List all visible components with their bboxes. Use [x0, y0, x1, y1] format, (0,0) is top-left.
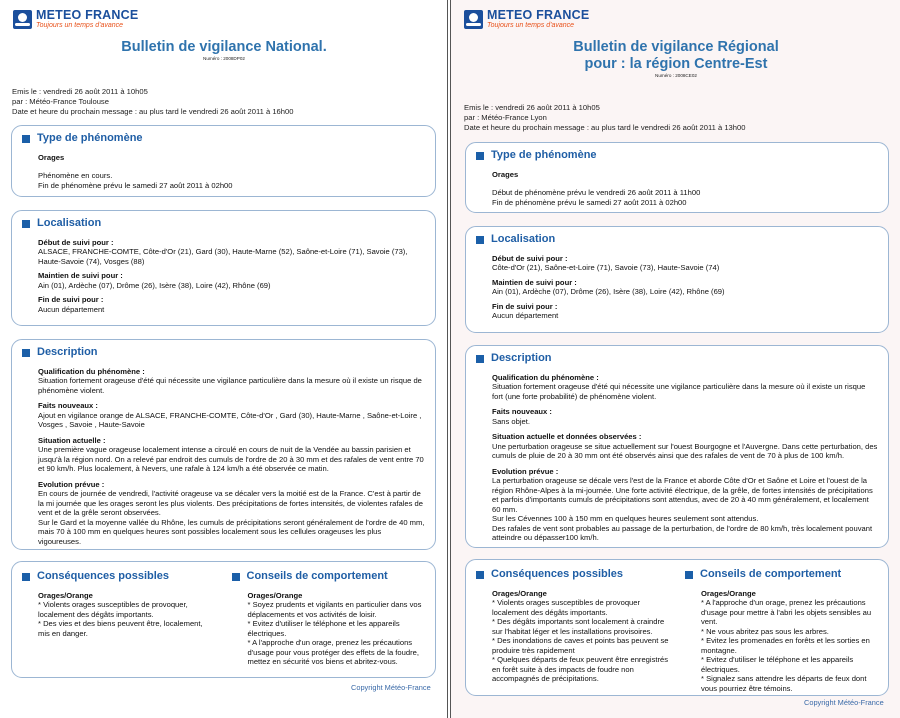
regional-bulletin-page [450, 0, 900, 718]
current-situation-label: Situation actuelle : [38, 435, 106, 445]
issue-info [12, 87, 293, 117]
section-title: Description [37, 346, 98, 358]
phenomenon-type-section [11, 125, 436, 197]
next-message-date: Date et heure du prochain message : au plus tard le vendredi 26 août 2011 à 13h00 [464, 122, 746, 132]
section-bullet-icon [22, 135, 30, 143]
qualification-text: Situation fortement orageuse d'été qui nécessite une vigilance particulière dans la mesure où il existe un risque de phénomène violent. [38, 376, 422, 395]
section-bullet-icon [476, 236, 484, 244]
section-title: Type de phénomène [491, 149, 597, 161]
section-title: Description [491, 352, 552, 364]
page-title: Bulletin de vigilance National. [121, 39, 327, 55]
advice-item: * Ne vous abritez pas sous les arbres. [701, 626, 829, 636]
alert-level: Orages/Orange [247, 590, 303, 600]
monitoring-start-label: Début de suivi pour : [38, 237, 114, 247]
forecast-evolution-text: En cours de journée de vendredi, l'activité orageuse va se décaler vers la moitié est de la France. C'est à partir de la mi journée que les orages seront les plus violents. Des précipitations de fortes intensités, de violentes rafales de vent et de la grêle seront observées. [38, 489, 423, 518]
consequence-item: * Violents orages susceptibles de provoquer localement des dégâts importants. [492, 598, 641, 617]
current-situation-text: Une perturbation orageuse se situe actuellement sur l'ouest Bourgogne et l'Auvergne. Dans cette perturbation, des cumuls de pluie de 20 à 30 mm ont été observés ainsi que des rafales de vent de 70 à plus de 100 km/h. [492, 441, 878, 461]
copyright: Copyright Météo-France [804, 698, 884, 707]
advice-item: * Evitez d'utiliser le téléphone et les appareils électriques. [247, 619, 400, 638]
section-title: Localisation [491, 233, 556, 245]
meteo-france-logo-icon [13, 10, 32, 29]
issued-date: Emis le : vendredi 26 août 2011 à 10h05 [12, 87, 148, 96]
forecast-evolution-text: Des rafales de vent sont probables au passage de la perturbation, de l'ordre de 80 km/h, très localement pouvant atteindre ou dépasser100 km/h. [492, 523, 873, 543]
advice-item: * Evitez d'utiliser le téléphone et les appareils électriques. [701, 655, 854, 674]
monitoring-end-text: Aucun département [38, 304, 105, 314]
next-message-date: Date et heure du prochain message : au plus tard le vendredi 26 août 2011 à 16h00 [12, 106, 294, 116]
consequences-advice-section [11, 561, 436, 678]
qualification-label: Qualification du phénomène : [492, 372, 599, 382]
page-title-line: pour : la région Centre-Est [584, 55, 768, 72]
qualification-text: Situation fortement orageuse d'été qui nécessite une vigilance particulière dans la mesure où il existe un risque fort (une forte probabilité) de phénomène violent. [492, 382, 866, 401]
phenomenon-end: Fin de phénomène prévu le samedi 27 août 2011 à 02h00 [38, 180, 233, 190]
localisation-section [465, 226, 889, 333]
meteo-france-logo [464, 9, 589, 29]
phenomenon-start: Début de phénomène prévu le vendredi 26 août 2011 à 11h00 [492, 188, 701, 198]
issued-date: Emis le : vendredi 26 août 2011 à 10h05 [464, 103, 600, 112]
section-bullet-icon [476, 152, 484, 160]
current-situation-text: Une première vague orageuse localement intense a circulé en cours de nuit de la Vendée au bassin parisien et jusqu'à la région nord. On a relevé par endroit des cumuls de l'ordre de 20 à 30 mm et des rafales de vent entre 70 et 90 km/h. Plus localement, à Nevers, une rafale à 124 km/h a été observée ce matin. [38, 445, 424, 474]
new-facts-label: Faits nouveaux : [492, 407, 552, 417]
consequence-item: * Quelques départs de feux peuvent être enregistrés en forêt suite à des impacts de foudre non accompagnés de précipitations. [492, 655, 669, 684]
section-bullet-icon [476, 571, 484, 579]
new-facts-text: Ajout en vigilance orange de ALSACE, FRANCHE-COMTE, Côte-d'Or , Gard (30), Haute-Marne , Saône-et-Loire , Vosges , Savoie , Haute-Savoie [38, 410, 422, 430]
description-section [465, 345, 889, 548]
brand-tagline: Toujours un temps d'avance [487, 21, 575, 29]
phenomenon-name: Orages [492, 169, 519, 179]
meteo-france-logo-icon [464, 10, 483, 29]
section-bullet-icon [232, 573, 240, 581]
consequence-item: * Des dégâts importants sont localement à craindre sur l'habitat léger et les installations provisoires. [492, 617, 665, 636]
forecast-evolution-label: Evolution prévue : [492, 466, 559, 476]
meteo-france-logo [13, 9, 138, 29]
forecast-evolution-label: Evolution prévue : [38, 479, 105, 489]
consequences-advice-section [465, 559, 889, 696]
consequence-item: * Des inondations de caves et points bas peuvent se produire très rapidement [492, 636, 669, 655]
current-situation-label: Situation actuelle et données observées : [492, 432, 642, 442]
brand-tagline: Toujours un temps d'avance [36, 21, 124, 29]
section-title: Conséquences possibles [491, 568, 624, 580]
advice-item: * Signalez sans attendre les départs de feux dont vous pourriez être témoins. [701, 674, 867, 693]
alert-level: Orages/Orange [492, 588, 547, 598]
monitoring-end-text: Aucun département [492, 311, 559, 321]
section-bullet-icon [22, 220, 30, 228]
section-bullet-icon [22, 573, 30, 581]
phenomenon-end: Fin de phénomène prévu le samedi 27 août 2011 à 02h00 [492, 197, 687, 207]
section-title: Type de phénomène [37, 132, 143, 144]
page-title [451, 39, 900, 72]
section-bullet-icon [685, 571, 693, 579]
page-title-line: Bulletin de vigilance Régional [573, 39, 779, 55]
phenomenon-status: Phénomène en cours. [38, 171, 113, 181]
brand-name: METEO FRANCE [36, 8, 139, 22]
monitoring-continue-text: Ain (01), Ardèche (07), Drôme (26), Isère (38), Loire (42), Rhône (69) [38, 280, 271, 290]
description-section [11, 339, 436, 550]
section-title: Conséquences possibles [37, 570, 170, 582]
forecast-evolution-text: La perturbation orageuse se décale vers l'est de la France et aborde Côte d'Or et Saône et Loire et l'ouest de la région Rhône-Alpes à la mi-journée. Une forte activité électrique, de la grêle, de fortes intensités de précipitations et parfois d'importants cumuls de précipitations sont attendus, avec de 20 à 40 mm généralement, et localement 60 mm. [492, 476, 873, 514]
advice-item: * Evitez les promenades en forêts et les sorties en montagne. [701, 636, 870, 655]
advice-item: * A l'approche d'un orage, prenez les précautions d'usage pour vous protéger des effets de la foudre, mettez en sécurité vos biens et abritez-vous. [247, 638, 419, 667]
bulletin-number: Numéro : 2008DP02 [203, 56, 245, 61]
forecast-evolution-text: Sur les Cévennes 100 à 150 mm en quelques heures seulement sont attendus. [492, 514, 759, 524]
phenomenon-type-section [465, 142, 889, 213]
advice-item: * A l'approche d'un orage, prenez les précautions d'usage pour mettre à l'abri les objets sensibles au vent. [701, 598, 872, 627]
monitoring-end-label: Fin de suivi pour : [38, 295, 104, 305]
consequence-item: * Des vies et des biens peuvent être, localement, mis en danger. [38, 619, 203, 638]
brand-name: METEO FRANCE [487, 8, 590, 22]
section-title: Localisation [37, 217, 102, 229]
alert-level: Orages/Orange [38, 590, 93, 600]
advice-item: * Soyez prudents et vigilants en particulier dans vos déplacements et vos activités de loisir. [247, 600, 422, 619]
issued-by: par : Météo-France Lyon [464, 112, 547, 122]
consequence-item: * Violents orages susceptibles de provoquer, localement des dégâts importants. [38, 600, 188, 619]
new-facts-label: Faits nouveaux : [38, 401, 98, 411]
monitoring-start-text: Côte-d'Or (21), Saône-et-Loire (71), Savoie (73), Haute-Savoie (74) [492, 263, 720, 273]
monitoring-continue-label: Maintien de suivi pour : [492, 277, 577, 287]
copyright: Copyright Météo-France [351, 683, 431, 692]
section-title: Conseils de comportement [700, 568, 842, 580]
monitoring-end-label: Fin de suivi pour : [492, 301, 558, 311]
localisation-section [11, 210, 436, 326]
monitoring-start-label: Début de suivi pour : [492, 253, 568, 263]
section-title: Conseils de comportement [246, 570, 388, 582]
alert-level: Orages/Orange [701, 588, 756, 598]
forecast-evolution-text: Sur le Gard et la moyenne vallée du Rhône, les cumuls de précipitations seront généralement de l'ordre de 40 mm, mais 70 à 100 mm en quelques heures sont possibles localement sous les cellules orageuses les plus vigoureuses. [38, 517, 425, 546]
new-facts-text: Sans objet. [492, 416, 530, 426]
section-bullet-icon [476, 355, 484, 363]
issued-by: par : Météo-France Toulouse [12, 96, 109, 106]
phenomenon-name: Orages [38, 152, 65, 162]
national-bulletin-page [0, 0, 448, 718]
monitoring-start-text: ALSACE, FRANCHE-COMTE, Côte-d'Or (21), Gard (30), Haute-Marne (52), Saône-et-Loire (71), Savoie (73), Haute-Savoie (74), Vosges (88) [38, 247, 408, 266]
monitoring-continue-label: Maintien de suivi pour : [38, 271, 123, 281]
qualification-label: Qualification du phénomène : [38, 366, 145, 376]
bulletin-number: Numéro : 2008CE02 [655, 73, 697, 78]
monitoring-continue-text: Ain (01), Ardèche (07), Drôme (26), Isère (38), Loire (42), Rhône (69) [492, 287, 725, 297]
issue-info [464, 103, 745, 133]
section-bullet-icon [22, 349, 30, 357]
